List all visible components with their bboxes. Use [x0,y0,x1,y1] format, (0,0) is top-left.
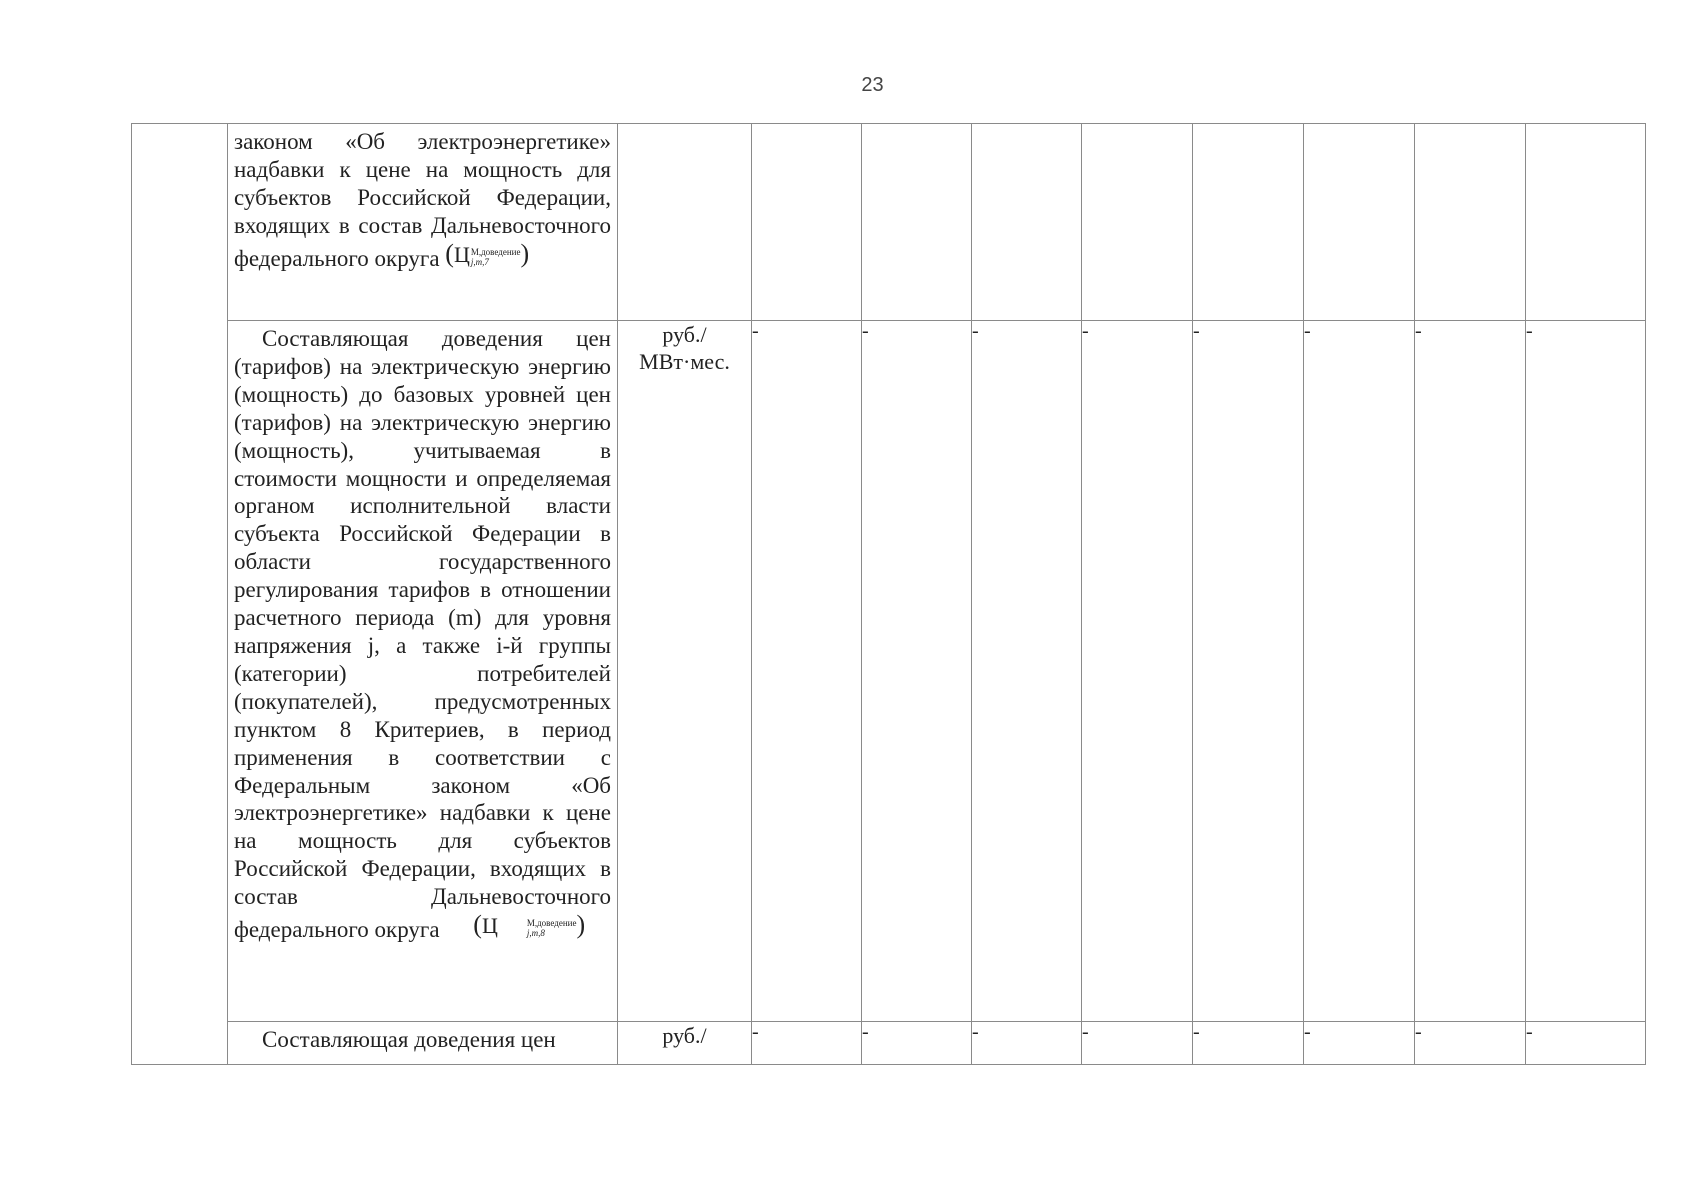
value-cell [1193,124,1304,321]
formula: (Ц М,доведение j,m,8 ) [473,910,586,940]
value-cell [972,124,1082,321]
value-cell: - [1526,321,1646,1022]
value-cell: - [1193,1022,1304,1065]
value-cell [1304,124,1415,321]
unit-cell: руб./ [618,1022,752,1065]
description-cell [228,321,618,1022]
value-cell: - [1415,1022,1526,1065]
description-cell [228,1022,618,1065]
value-cell: - [752,321,862,1022]
value-cell [1526,124,1646,321]
value-cell [752,124,862,321]
table-row [132,124,1646,321]
unit-cell [618,124,752,321]
value-cell: - [972,321,1082,1022]
description-cell [228,124,618,321]
table-row [132,1022,1646,1065]
description-text: Составляющая доведения цен (тарифов) на электрическую энергию (мощность) до базовых уровней цен (тарифов) на электрическую энергию (мощность), учитываемая в стоимости мощности и определяемая органом исполнительной власти субъекта Российской Федерации в области государственного регулирования тарифов в отношении расчетного периода (m) для уровня напряжения j, а также i-й группы (категории) потребителей (покупателей), предусмотренных пунктом 8 Критериев, в период применения в соответствии с Федеральным законом «Об электроэнергетике» надбавки к цене на мощность для субъектов Российской Федерации, входящих в состав Дальневосточного федерального округа [234,326,611,943]
value-cell: - [1304,321,1415,1022]
value-cell [862,124,972,321]
table-row [132,321,1646,1022]
value-cell: - [972,1022,1082,1065]
value-cell: - [752,1022,862,1065]
unit-cell: руб./ МВт·мес. [618,321,752,1022]
value-cell: - [1526,1022,1646,1065]
value-cell: - [1304,1022,1415,1065]
value-cell: - [862,321,972,1022]
description-text: Составляющая доведения цен [262,1027,556,1052]
value-cell: - [1415,321,1526,1022]
page-number: 23 [861,74,884,96]
description-text: законом «Об электроэнергетике» надбавки к цене на мощность для субъектов Российской Федерации, входящих в состав Дальневосточного федерального округа [234,129,611,271]
value-cell: - [1082,1022,1193,1065]
value-cell [1082,124,1193,321]
value-cell [1415,124,1526,321]
formula: (Ц М,доведение j,m,7 ) [445,238,530,268]
value-cell: - [1193,321,1304,1022]
value-cell: - [862,1022,972,1065]
index-cell [132,124,228,1065]
value-cell: - [1082,321,1193,1022]
tariff-table [131,123,1646,1065]
